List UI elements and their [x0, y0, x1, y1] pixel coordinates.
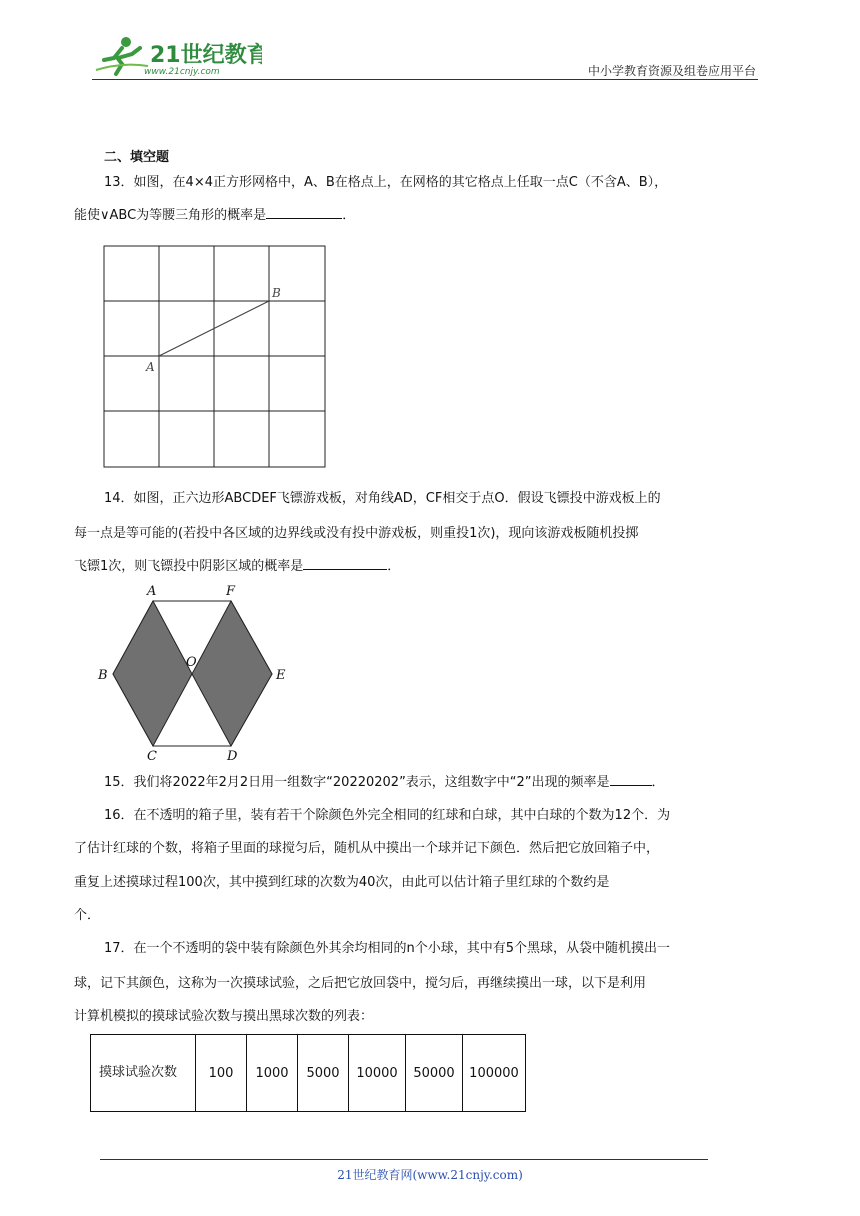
- vertex-f-label: F: [226, 584, 236, 599]
- header-divider: [92, 79, 758, 80]
- q13-grid-figure: [100, 242, 330, 472]
- q17-line3: 计算机模拟的摸球试验次数与摸出黑球次数的列表：: [74, 1009, 374, 1024]
- q14-line3-end: ．: [387, 559, 401, 574]
- q14-answer-blank: [303, 557, 387, 570]
- q13-line2-text: 能使∨ABC为等腰三角形的概率是: [74, 208, 267, 223]
- q15-text: 15．我们将2022年2月2日用一组数字“20220202”表示，这组数字中“2”出现的频率是: [104, 775, 610, 790]
- vertex-b-label: B: [98, 668, 108, 683]
- table-cell: 1000: [247, 1035, 298, 1112]
- point-b-label: B: [272, 286, 281, 300]
- q13-line2: [74, 206, 355, 225]
- left-shaded-rhombus: [113, 601, 192, 746]
- table-header-cell: 摸球试验次数: [91, 1035, 196, 1112]
- q15-end: ．: [651, 775, 665, 790]
- q14-line1: 14．如图，正六边形ABCDEF飞镖游戏板，对角线AD，CF相交于点O．假设飞镖投中游戏板上的: [104, 491, 661, 506]
- center-o-label: O: [186, 655, 197, 670]
- q14-line3: [74, 557, 400, 576]
- platform-name: 中小学教育资源及组卷应用平台: [587, 64, 756, 78]
- q17-line2: 球，记下其颜色，这称为一次摸球试验，之后把它放回袋中，搅匀后，再继续摸出一球，以下是利用: [74, 976, 647, 991]
- q17-line1: 17．在一个不透明的袋中装有除颜色外其余均相同的n个小球，其中有5个黑球，从袋中随机摸出一: [104, 941, 671, 956]
- vertex-c-label: C: [147, 749, 157, 762]
- table-row: [91, 1035, 526, 1112]
- q16-line1: 16．在不透明的箱子里，装有若干个除颜色外完全相同的红球和白球，其中白球的个数为12个．为: [104, 808, 671, 823]
- q13-answer-blank: [266, 206, 342, 219]
- q17-data-table: [90, 1034, 526, 1112]
- q16-line4: 个．: [74, 908, 101, 923]
- vertex-e-label: E: [276, 668, 286, 683]
- grid-lines: [104, 246, 325, 467]
- q14-line2: 每一点是等可能的(若投中各区域的边界线或没有投中游戏板，则重投1次)，现向该游戏板随机投掷: [74, 526, 639, 541]
- q15-answer-blank: [610, 773, 652, 786]
- q16-line3: 重复上述摸球过程100次，其中摸到红球的次数为40次，由此可以估计箱子里红球的个数约是: [74, 875, 610, 890]
- q14-hexagon-figure: [94, 580, 294, 762]
- q13-line2-end: ．: [342, 208, 356, 223]
- q15-line: [104, 773, 665, 792]
- table-cell: 100: [196, 1035, 247, 1112]
- q13-line1: 13．如图，在4×4正方形网格中，A、B在格点上，在网格的其它格点上任取一点C（不含A、B），: [104, 175, 668, 190]
- vertex-d-label: D: [227, 749, 238, 762]
- section-title: 二、填空题: [104, 150, 170, 165]
- table-cell: 10000: [349, 1035, 406, 1112]
- footer-divider: [100, 1159, 708, 1160]
- q14-line3-text: 飞镖1次，则飞镖投中阴影区域的概率是: [74, 559, 304, 574]
- table-cell: 100000: [463, 1035, 526, 1112]
- q16-line2: 了估计红球的个数，将箱子里面的球搅匀后，随机从中摸出一个球并记下颜色．然后把它放回箱子中，: [74, 841, 660, 856]
- site-logo: [92, 34, 262, 78]
- logo-url: www.21cnjy.com: [144, 67, 220, 77]
- logo-text: 21世纪教育: [150, 43, 262, 68]
- vertex-a-label: A: [147, 584, 157, 599]
- table-cell: 50000: [406, 1035, 463, 1112]
- footer-text: 21世纪教育网(www.21cnjy.com): [337, 1168, 523, 1182]
- point-a-label: A: [146, 360, 155, 374]
- right-shaded-rhombus: [192, 601, 272, 746]
- runner-icon: [96, 37, 148, 74]
- table-cell: 5000: [298, 1035, 349, 1112]
